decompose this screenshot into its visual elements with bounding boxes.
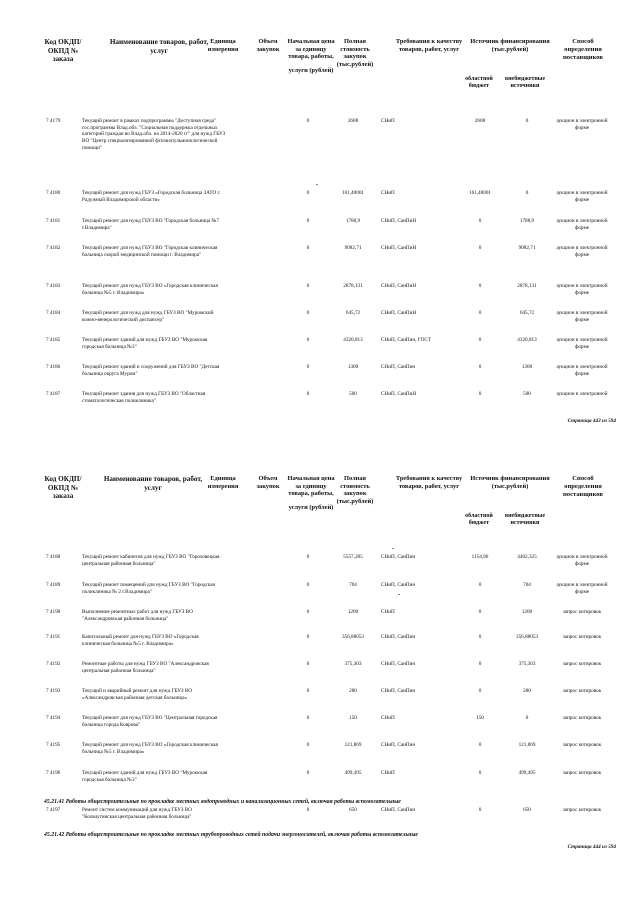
row-requirements: СНиП, СанПин (381, 807, 416, 813)
row-name: Текущий ремонт кабинетов для нужд ГБУЗ ВО "Гороховецкая центральная районная больница" (82, 554, 220, 567)
row-method: запрос котировок (562, 742, 602, 748)
header-full-cost: Полная стоимость закупок (тыс.рублей) (336, 38, 374, 69)
row-code: 7 4184 (46, 310, 61, 316)
row-total: 1300 (347, 364, 359, 370)
row-total: 9082,71 (344, 245, 362, 251)
row-start-price: 0 (306, 715, 310, 721)
row-name: Текущий и аварийный ремонт для нужд ГБУЗ ВО «Александровская районная детская больница» (82, 688, 193, 701)
row-total: 5557,285 (343, 554, 363, 560)
header-method: Способ определения поставщиков (563, 38, 603, 61)
row-code: 7 4190 (46, 609, 61, 615)
row-requirements: СНиП (381, 118, 395, 124)
row-regional: 0 (478, 582, 482, 588)
row-start-price: 0 (306, 337, 310, 343)
row-requirements: СНиП, СанПиН (381, 391, 417, 397)
row-code: 7 4183 (46, 283, 61, 289)
header-start-price-part2: услуги (рублей) (288, 504, 334, 512)
row-name: Ремонт систем коммуникаций для нужд ГБУЗ ВО "Кольчугинская центральная районная больница" (82, 807, 192, 820)
row-start-price: 0 (306, 283, 310, 289)
row-name: Текущий ремонт помещений для нужд ГБУЗ ВО "Городская поликлиника № 2 г.Владимира" (82, 582, 215, 595)
row-extrabudget: 0 (525, 715, 529, 721)
row-code: 7 4188 (46, 554, 61, 560)
row-total: 2878,131 (343, 283, 363, 289)
row-total: 1200 (347, 609, 359, 615)
row-extrabudget: 1200 (521, 609, 533, 615)
row-regional: 0 (478, 609, 482, 615)
row-start-price: 0 (306, 609, 310, 615)
section-heading: 45.21.41 Работы общестроительные по прокладке местных водопроводных и канализационных сетей, включая работы вспомогательные (44, 799, 401, 805)
row-method: аукцион в электронной форме (556, 283, 608, 296)
row-requirements: СНиП (381, 715, 395, 721)
row-total: 150 (349, 715, 357, 721)
row-method: аукцион в электронной форме (556, 582, 608, 595)
row-method: аукцион в электронной форме (556, 554, 608, 567)
row-start-price: 0 (306, 245, 310, 251)
row-extrabudget: 4320,813 (517, 337, 537, 343)
row-extrabudget: 0 (525, 190, 529, 196)
row-total: 280 (349, 688, 357, 694)
row-code: 7 4180 (46, 190, 61, 196)
row-method: запрос котировок (562, 770, 602, 776)
row-regional: 0 (478, 364, 482, 370)
row-start-price: 0 (306, 190, 310, 196)
header-unit: Единица измерения (207, 475, 239, 490)
row-start-price: 0 (306, 310, 310, 316)
row-requirements: СНиП, СанПин (381, 582, 416, 588)
row-name: Текущий ремонт зданий для нужд ГБУЗ ВО "Муромская городская больница №3" (82, 770, 208, 783)
row-total: 161,40001 (341, 190, 365, 196)
row-code: 7 4182 (46, 245, 61, 251)
page-number: Страница 443 из 594 (567, 418, 616, 424)
row-regional: 0 (478, 634, 482, 640)
row-total: 500 (349, 391, 357, 397)
row-regional: 1154,96 (471, 554, 489, 560)
row-extrabudget: 2878,131 (517, 283, 537, 289)
row-extrabudget: 121,869 (518, 742, 536, 748)
page-number: Страница 444 из 594 (567, 844, 616, 850)
row-start-price: 0 (306, 661, 310, 667)
row-extrabudget: 0 (525, 118, 529, 124)
row-extrabudget: 704 (523, 582, 531, 588)
header-requirements: Требования к качеству товаров, работ, услуг (395, 38, 463, 53)
row-name: Текущий ремонт для нужд ГБУЗ ВО «Городская клиническая больница №5 г. Владимира» (82, 742, 218, 755)
row-name: Текущий ремонт для нужд ГБУЗ ВО "Городская клиническая больница скорой медицинской помощи г. Владимира" (82, 245, 218, 258)
row-start-price: 0 (306, 554, 310, 560)
row-regional: 2608 (474, 118, 486, 124)
row-start-price: 0 (306, 688, 310, 694)
row-start-price: 0 (306, 634, 310, 640)
row-start-price: 0 (306, 118, 310, 124)
row-name: Текущий ремонт для нужд ГБУЗ ВО «Городская клиническая больница №5 г. Владимира» (82, 283, 218, 296)
header-start-price (286, 475, 336, 512)
row-method: запрос котировок (562, 609, 602, 615)
row-regional: 0 (478, 337, 482, 343)
row-code: 7 4187 (46, 391, 61, 397)
header-requirements: Требования к качеству товаров, работ, услуг (395, 475, 463, 490)
row-method: запрос котировок (562, 661, 602, 667)
row-regional: 0 (478, 310, 482, 316)
row-requirements: СНиП (381, 190, 395, 196)
header-start-price-part1: Начальная цена за единицу товара, работы, (287, 475, 335, 498)
row-code: 7 4186 (46, 364, 61, 370)
header-regional: областной бюджет (465, 76, 493, 89)
row-extrabudget: 1300 (521, 364, 533, 370)
row-name: Текущий ремонт для нужд ГБУЗ «Городская больница ЗАТО г. Радужный Владимирской области» (82, 190, 221, 203)
row-method: аукцион в электронной форме (556, 364, 608, 377)
header-volume: Объем закупок (256, 38, 280, 53)
row-name: Текущий ремонт для нужд ГБУЗ ВО "Городская больница №7 г.Владимира" (82, 218, 220, 231)
row-requirements: СНиП, СанПин (381, 634, 416, 640)
row-method: аукцион в электронной форме (556, 190, 608, 203)
row-extrabudget: 4402,325 (517, 554, 537, 560)
row-name: Текущий ремонт в рамках подпрограммы "Доступная среда" гос.программы Влад.обл. "Социальная поддержка отдельных категорий граждан во Влад.обл. на 2014-2020 гг" для нужд ГБУЗ ВО "Центр специализированной фтизиопульмонологической помощи" (82, 118, 226, 151)
row-requirements: СНиП, СанПиН (381, 283, 417, 289)
row-requirements: СНиП, СанПин (381, 364, 416, 370)
row-regional: 0 (478, 688, 482, 694)
row-regional: 0 (478, 742, 482, 748)
header-unit: Единица измерения (207, 38, 239, 53)
row-start-price: 0 (306, 742, 310, 748)
row-total: 645,72 (345, 310, 361, 316)
header-regional: областной бюджет (465, 513, 493, 526)
row-start-price: 0 (306, 218, 310, 224)
row-requirements: СНиП (381, 770, 395, 776)
row-extrabudget: 645,72 (519, 310, 535, 316)
row-regional: 0 (478, 770, 482, 776)
row-name: Текущий ремонт для нужд для нужд ГБУЗ ВО "Муромский кожно-венерологический диспансер" (82, 310, 214, 323)
row-regional: 0 (478, 661, 482, 667)
row-requirements: СНиП, СанПиН (381, 245, 417, 251)
row-total: 650 (349, 807, 357, 813)
row-total: 4320,813 (343, 337, 363, 343)
row-code: 7 4196 (46, 770, 61, 776)
row-extrabudget: 1788,9 (519, 218, 535, 224)
row-total: 375,303 (344, 661, 362, 667)
row-method: аукцион в электронной форме (556, 218, 608, 231)
row-method: запрос котировок (562, 688, 602, 694)
header-start-price-part2: услуги (рублей) (288, 67, 334, 75)
row-extrabudget: 500 (523, 391, 531, 397)
scan-speck (316, 184, 318, 185)
row-start-price: 0 (306, 391, 310, 397)
row-extrabudget: 356,88053 (515, 634, 539, 640)
row-code: 7 4181 (46, 218, 61, 224)
row-name: Ремонтные работы для нужд ГБУЗ ВО "Александровская центральная районная больница" (82, 661, 209, 674)
row-requirements: СНиП, СанПин, ГОСТ (381, 337, 432, 343)
header-code: Код ОКДП/ ОКПД № заказа (44, 38, 82, 64)
header-code: Код ОКДП/ ОКПД № заказа (44, 475, 82, 501)
row-start-price: 0 (306, 364, 310, 370)
row-requirements: СНиП, СанПин (381, 688, 416, 694)
row-regional: 161,40001 (468, 190, 492, 196)
row-code: 7 4179 (46, 118, 61, 124)
row-code: 7 4191 (46, 634, 61, 640)
row-name: Капитальный ремонт для нужд ГБУЗ ВО «Городская клиническая больница №5 г. Владимира» (82, 634, 199, 647)
row-total: 356,88053 (341, 634, 365, 640)
header-funding: Источник финансирования (тыс.рублей) (470, 38, 550, 53)
header-full-cost: Полная стоимость закупок (тыс.рублей) (336, 475, 374, 506)
row-regional: 0 (478, 245, 482, 251)
row-name: Текущий ремонт зданий для нужд ГБУЗ ВО "Муромская городская больница №3" (82, 337, 208, 350)
scan-speck (392, 548, 394, 549)
row-requirements: СНиП, СанПин (381, 742, 416, 748)
row-method: аукцион в электронной (556, 391, 608, 397)
row-regional: 150 (476, 715, 484, 721)
row-start-price: 0 (306, 807, 310, 813)
header-name: Наименование товаров, работ, услуг (109, 38, 209, 55)
row-total: 499,495 (344, 770, 362, 776)
row-regional: 0 (478, 391, 482, 397)
row-total: 1788,9 (345, 218, 361, 224)
header-start-price-part1: Начальная цена за единицу товара, работы, (287, 38, 335, 61)
row-total: 2608 (347, 118, 359, 124)
row-name: Выполнение ремонтных работ для нужд ГБУЗ ВО "Александровская районная больница" (82, 609, 193, 622)
row-total: 704 (349, 582, 357, 588)
row-regional: 0 (478, 807, 482, 813)
row-code: 7 4194 (46, 715, 61, 721)
row-requirements: СНиП, СанПин (381, 554, 416, 560)
row-method: аукцион в электронной форме (556, 310, 608, 323)
row-code: 7 4193 (46, 688, 61, 694)
row-extrabudget: 280 (523, 688, 531, 694)
row-start-price: 0 (306, 582, 310, 588)
row-name: Текущий ремонт зданий и сооружений для ГБУЗ ВО "Детская больница округа Муром" (82, 364, 220, 377)
row-method: аукцион в электронной форме (556, 337, 608, 350)
row-requirements: СНиП (381, 609, 395, 615)
row-code: 7 4197 (46, 807, 61, 813)
header-name: Наименование товаров, работ, услуг (103, 475, 203, 492)
row-requirements: СНиП, СанПиН (381, 310, 417, 316)
row-method: аукцион в электронной форме (556, 118, 608, 131)
scan-speck (398, 594, 400, 595)
row-extrabudget: 9082,71 (518, 245, 536, 251)
header-extrabudget: внебюджетные источники (504, 76, 546, 89)
row-method: запрос котировок (562, 715, 602, 721)
row-regional: 0 (478, 218, 482, 224)
row-method: аукцион в электронной форме (556, 245, 608, 258)
row-extrabudget: 499,495 (518, 770, 536, 776)
row-code: 7 4192 (46, 661, 61, 667)
row-code: 7 4185 (46, 337, 61, 343)
header-volume: Объем закупок (256, 475, 280, 490)
row-code: 7 4189 (46, 582, 61, 588)
header-extrabudget: внебюджетные источники (504, 513, 546, 526)
row-method: запрос котировок (562, 807, 602, 813)
row-requirements: СНиП, СанПин (381, 661, 416, 667)
row-start-price: 0 (306, 770, 310, 776)
section-heading: 45.21.42 Работы общестроительные по прокладке местных трубопроводных сетей подачи энергоносителей, включая работы вспомогательные (44, 832, 418, 838)
row-total: 121,869 (344, 742, 362, 748)
row-method: запрос котировок (562, 634, 602, 640)
header-method: Способ определения поставщиков (563, 475, 603, 498)
row-name: Текущий ремонт здания для нужд ГБУЗ ВО "Областная стоматологическая поликлиника" (82, 391, 206, 404)
row-regional: 0 (478, 283, 482, 289)
row-extrabudget: 650 (523, 807, 531, 813)
row-code: 7 4195 (46, 742, 61, 748)
row-name: Текущий ремонт для нужд ГБУЗ ВО "Центральная городская больница города Коврова" (82, 715, 218, 728)
header-funding: Источник финансирования (тыс.рублей) (470, 475, 550, 490)
row-extrabudget: 375,303 (518, 661, 536, 667)
row-requirements: СНиП, СанПиН (381, 218, 417, 224)
